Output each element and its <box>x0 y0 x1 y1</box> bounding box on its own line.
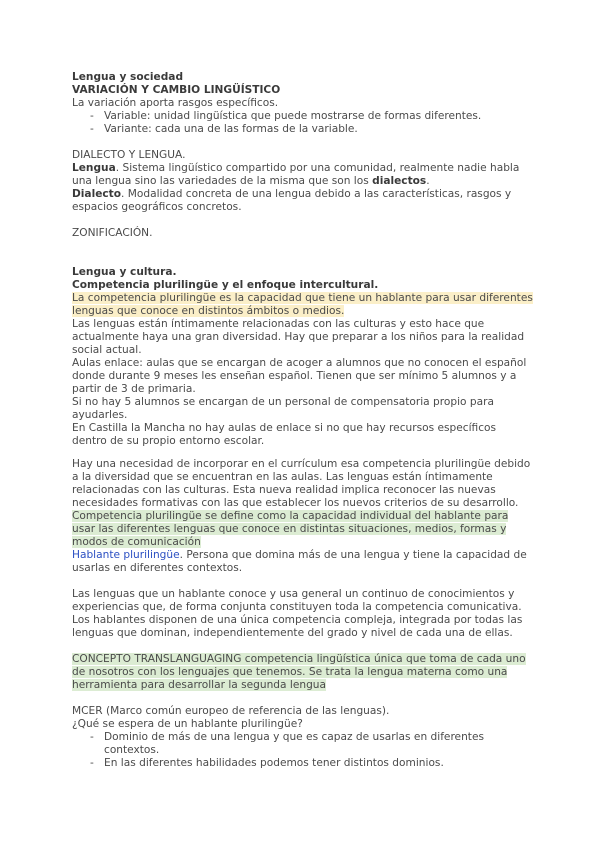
paragraph: Las lenguas están íntimamente relacionadas con las culturas y esto hace que actualmente haya una gran diversidad. Hay que preparar a los niños para la realidad social actual. <box>72 318 525 356</box>
dialecto-heading: DIALECTO Y LENGUA. <box>72 149 186 161</box>
dialectos-term: dialectos <box>372 175 427 187</box>
variacion-list <box>72 110 534 136</box>
paragraph: En Castilla la Mancha no hay aulas de enlace si no que hay recursos específicos dentro de su propio entorno escolar. <box>72 422 497 447</box>
highlight-definition: La competencia plurilingüe es la capacidad que tiene un hablante para usar diferentes lenguas que conoce en distintos ámbitos o medios. <box>72 292 533 317</box>
paragraph: Si no hay 5 alumnos se encargan de un personal de compensatoria propio para ayudarles. <box>72 396 494 421</box>
paragraph: Hay una necesidad de incorporar en el currículum esa competencia plurilingüe debido a la diversidad que se encuentran en las aulas. Las lenguas están íntimamente relacionadas con las culturas. Esta nueva realidad implica reconocer las nuevas necesidades formativas con las que establecer los nuevos criterios de su desarrollo. <box>72 458 531 509</box>
mcer-line: MCER (Marco común europeo de referencia de las lenguas). <box>72 705 390 717</box>
doc-title: Lengua y sociedad <box>72 71 184 83</box>
paragraph: Los hablantes disponen de una única competencia compleja, integrada por todas las lenguas que dominan, independientemente del grado y nivel de cada una de ellas. <box>72 614 523 639</box>
section-mcer <box>72 705 534 770</box>
hablante-term: Hablante plurilingüe <box>72 549 180 561</box>
lengua-definition: Lengua. Sistema lingüístico compartido por una comunidad, realmente nadie habla una lengua sino las variedades de la misma que son los dialectos. <box>72 162 520 187</box>
paragraph: Aulas enlace: aulas que se encargan de acoger a alumnos que no conocen el español donde durante 9 meses les enseñan español. Tienen que ser mínimo 5 alumnos y a partir de 3 de primaria. <box>72 357 527 395</box>
paragraph: Las lenguas que un hablante conoce y usa general un continuo de conocimientos y experiencias que, de forma conjunta constituyen toda la competencia comunicativa. <box>72 588 522 613</box>
mcer-list <box>72 731 534 770</box>
mcer-question: ¿Qué se espera de un hablante plurilingüe? <box>72 718 303 730</box>
cultura-subheading: Competencia plurilingüe y el enfoque intercultural. <box>72 279 379 291</box>
section-translanguaging <box>72 653 534 692</box>
variacion-intro: La variación aporta rasgos específicos. <box>72 97 279 109</box>
dialecto-definition: Dialecto. Modalidad concreta de una lengua debido a las características, rasgos y espacios geográficos concretos. <box>72 188 512 213</box>
section-variacion <box>72 71 534 136</box>
section-zonificacion <box>72 227 534 240</box>
section-cultura <box>72 266 534 448</box>
lengua-term: Lengua <box>72 162 116 174</box>
hablante-definition: Hablante plurilingüe. Persona que domina más de una lengua y tiene la capacidad de usarlas en diferentes contextos. <box>72 549 527 574</box>
zonificacion-heading: ZONIFICACIÓN. <box>72 227 153 239</box>
section-dialecto <box>72 149 534 214</box>
list-item: - Variable: unidad lingüística que puede mostrarse de formas diferentes. <box>72 110 534 123</box>
list-item: - Dominio de más de una lengua y que es capaz de usarlas en diferentes contextos. <box>72 731 534 757</box>
list-item: - En las diferentes habilidades podemos tener distintos dominios. <box>72 757 534 770</box>
dialecto-term: Dialecto <box>72 188 122 200</box>
highlight-definition: Competencia plurilingüe se define como la capacidad individual del hablante para usar las diferentes lenguas que conoce en distintas situaciones, medios, formas y modos de comunicación <box>72 510 509 548</box>
section-continuo <box>72 588 534 640</box>
variacion-heading: VARIACIÓN Y CAMBIO LINGÜÍSTICO <box>72 84 281 96</box>
cultura-heading: Lengua y cultura. <box>72 266 177 278</box>
section-necesidad <box>72 458 534 575</box>
list-item: - Variante: cada una de las formas de la variable. <box>72 123 534 136</box>
translanguaging-concept: CONCEPTO TRANSLANGUAGING competencia lingüística única que toma de cada uno de nosotros con los lenguajes que tenemos. Se trata la lengua materna como una herramienta para desarrollar la segunda lengua <box>72 653 526 691</box>
